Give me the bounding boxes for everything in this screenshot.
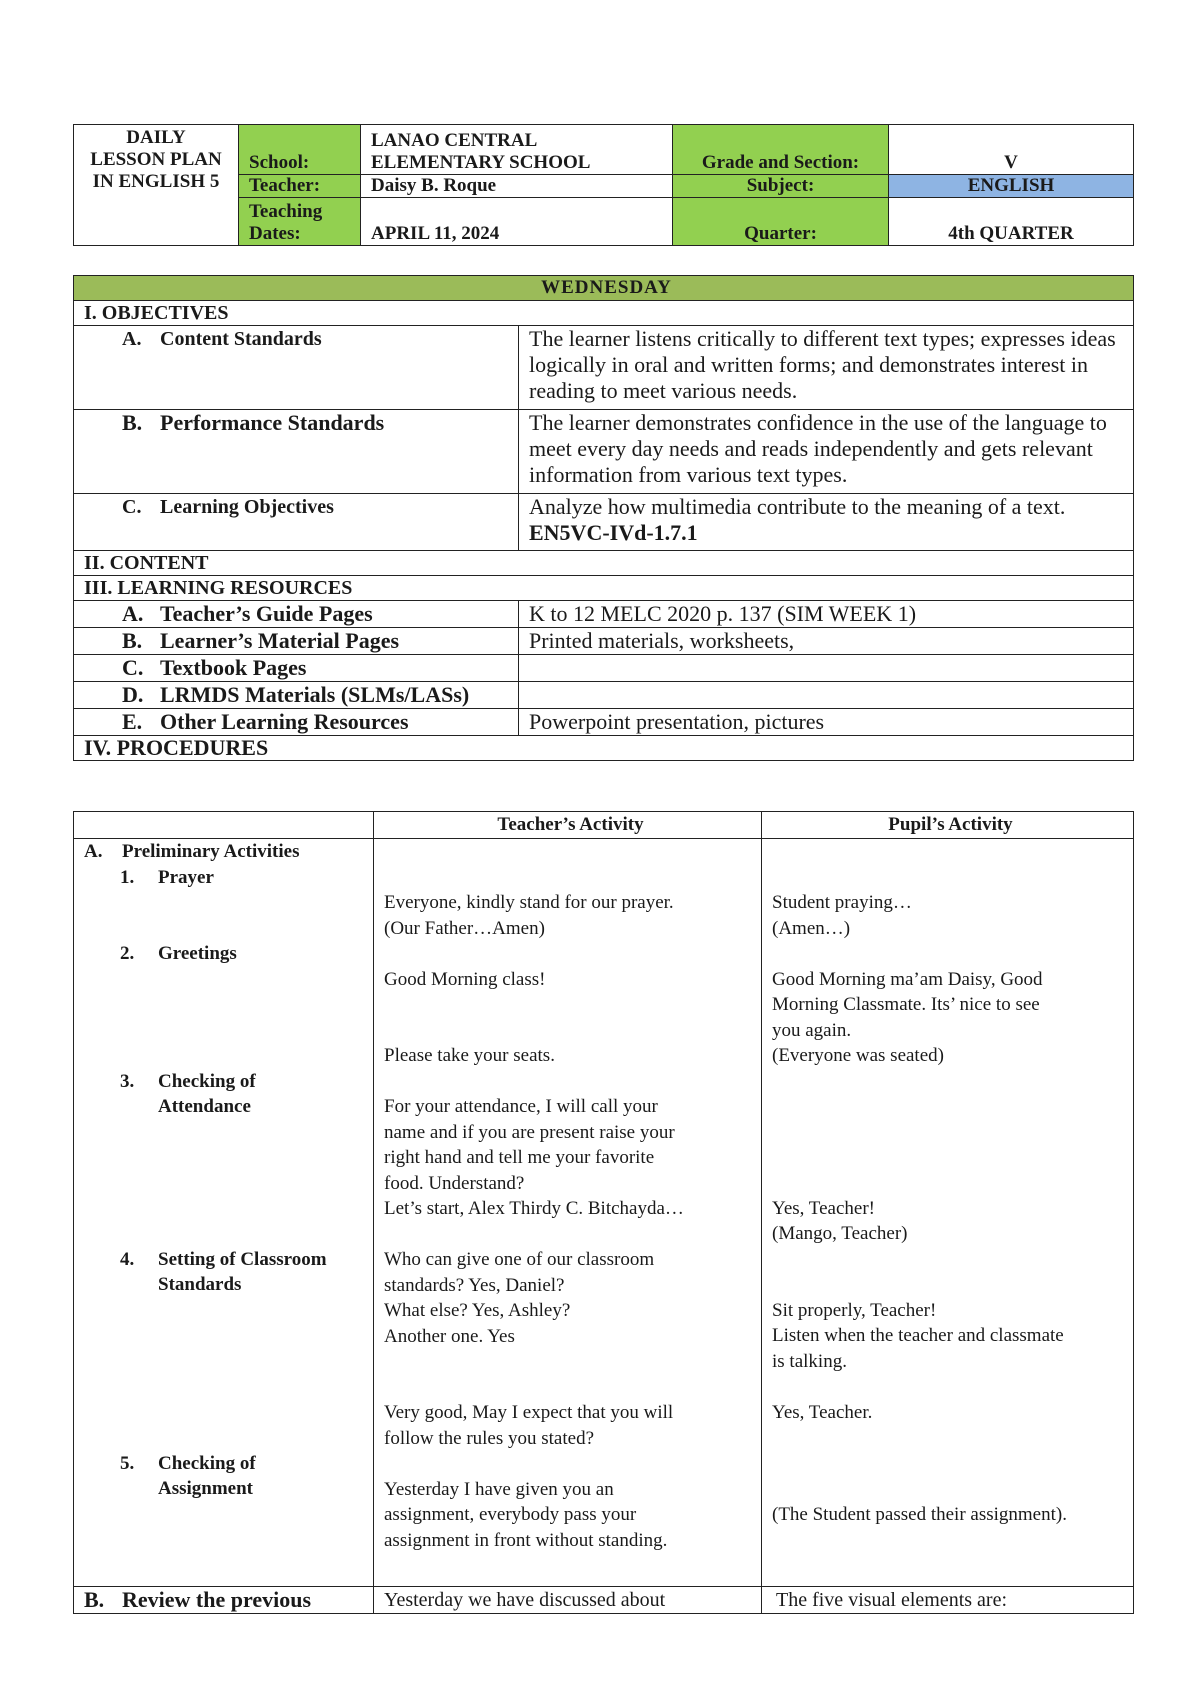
greetings-label: 2. Greetings	[120, 943, 237, 964]
teacher-attendance-text: For your attendance, I will call your name and if you are present raise your right hand and tell me your favorite food. Understand? Let’s start, Alex Thirdy C. Bitchayda…	[384, 1096, 684, 1219]
content-standards-value: The learner listens critically to different text types; expresses ideas logically in oral and written forms; and demonstrates interest in reading to meet various needs.	[519, 326, 1134, 410]
teacher-standards-text: Who can give one of our classroom standards? Yes, Daniel? What else? Yes, Ashley? Another one. Yes	[384, 1249, 655, 1347]
school-label: School:	[239, 125, 361, 175]
pupil-activity-header: Pupil’s Activity	[762, 812, 1134, 839]
pupil-assignment-text: (The Student passed their assignment).	[772, 1503, 1067, 1525]
review-teacher-text: Yesterday we have discussed about	[374, 1587, 762, 1614]
resource-value: Printed materials, worksheets,	[519, 628, 1134, 655]
pupil-attendance-text: Yes, Teacher! (Mango, Teacher)	[772, 1197, 908, 1244]
teacher-assignment-text: Yesterday I have given you an assignment, everybody pass your assignment in front without standing.	[384, 1478, 668, 1551]
teaching-dates-value: APRIL 11, 2024	[361, 198, 673, 246]
preliminary-activities-title: A. Preliminary Activities	[84, 841, 300, 862]
learning-objectives-value: Analyze how multimedia contribute to the meaning of a text. EN5VC-IVd-1.7.1	[519, 494, 1134, 551]
review-pupil-text: The five visual elements are:	[762, 1587, 1134, 1614]
day-heading: WEDNESDAY	[74, 276, 1134, 301]
content-standards-label: A. Content Standards	[74, 326, 519, 410]
resource-value: K to 12 MELC 2020 p. 137 (SIM WEEK 1)	[519, 601, 1134, 628]
review-label: B. Review the previous	[74, 1587, 374, 1614]
resource-label: B. Learner’s Material Pages	[74, 628, 519, 655]
resource-value	[519, 655, 1134, 682]
resource-label: E. Other Learning Resources	[74, 709, 519, 736]
resources-heading: III. LEARNING RESOURCES	[74, 576, 1134, 601]
procedures-heading: IV. PROCEDURES	[74, 736, 1134, 761]
objectives-table	[73, 275, 1134, 761]
pupil-rules-text: Yes, Teacher.	[772, 1401, 873, 1423]
pupil-standards-text: Sit properly, Teacher! Listen when the teacher and classmate is talking.	[772, 1299, 1064, 1372]
checking-attendance-label: 3. Checking of	[120, 1070, 256, 1092]
checking-assignment-label: 5. Checking of	[120, 1452, 256, 1474]
content-heading: II. CONTENT	[74, 551, 1134, 576]
quarter-label: Quarter:	[673, 198, 889, 246]
performance-standards-value: The learner demonstrates confidence in the use of the language to meet every day needs and reads independently and gets relevant information from various text types.	[519, 410, 1134, 494]
resource-label: C. Textbook Pages	[74, 655, 519, 682]
learning-objectives-label: C. Learning Objectives	[74, 494, 519, 551]
resource-value: Powerpoint presentation, pictures	[519, 709, 1134, 736]
teacher-greeting-text: Good Morning class!	[384, 968, 546, 990]
resource-label: A. Teacher’s Guide Pages	[74, 601, 519, 628]
performance-standards-label: B. Performance Standards	[74, 410, 519, 494]
quarter-value: 4th QUARTER	[889, 198, 1134, 246]
resource-label: D. LRMDS Materials (SLMs/LASs)	[74, 682, 519, 709]
grade-value: V	[889, 125, 1134, 175]
teacher-activity-header: Teacher’s Activity	[374, 812, 762, 839]
subject-label: Subject:	[673, 175, 889, 198]
competency-code: EN5VC-IVd-1.7.1	[529, 520, 698, 545]
resource-value	[519, 682, 1134, 709]
teacher-value: Daisy B. Roque	[361, 175, 673, 198]
prayer-label: 1. Prayer	[120, 866, 214, 888]
teacher-activity-column	[374, 839, 762, 1587]
objectives-heading: I. OBJECTIVES	[74, 301, 1134, 326]
lesson-plan-title: DAILY LESSON PLAN IN ENGLISH 5	[74, 125, 239, 246]
preliminary-activities-column: A. Preliminary Activities 1. Prayer 2. Greetings 3. Checking of Attendance 4. Setting of Classroom Standards 5. Checking of Assignment	[74, 839, 374, 1587]
subject-value: ENGLISH	[889, 175, 1134, 198]
grade-label: Grade and Section:	[673, 125, 889, 175]
pupil-prayer-text: Student praying… (Amen…)	[772, 892, 912, 939]
teacher-seats-text: Please take your seats.	[384, 1045, 555, 1066]
teaching-dates-label: Teaching Dates:	[239, 198, 361, 246]
teacher-rules-text: Very good, May I expect that you will follow the rules you stated?	[384, 1402, 674, 1449]
lesson-header-table	[73, 124, 1134, 246]
pupil-greeting-text: Good Morning ma’am Daisy, Good Morning Classmate. Its’ nice to see you again.	[772, 968, 1043, 1041]
pupil-seated-text: (Everyone was seated)	[772, 1045, 944, 1066]
procedures-corner-cell	[74, 812, 374, 839]
school-value: LANAO CENTRAL ELEMENTARY SCHOOL	[361, 125, 673, 175]
teacher-label: Teacher:	[239, 175, 361, 198]
procedures-table	[73, 811, 1134, 1614]
teacher-prayer-text: Everyone, kindly stand for our prayer. (Our Father…Amen)	[384, 892, 674, 939]
pupil-activity-column	[762, 839, 1134, 1587]
classroom-standards-label: 4. Setting of Classroom	[120, 1248, 327, 1270]
